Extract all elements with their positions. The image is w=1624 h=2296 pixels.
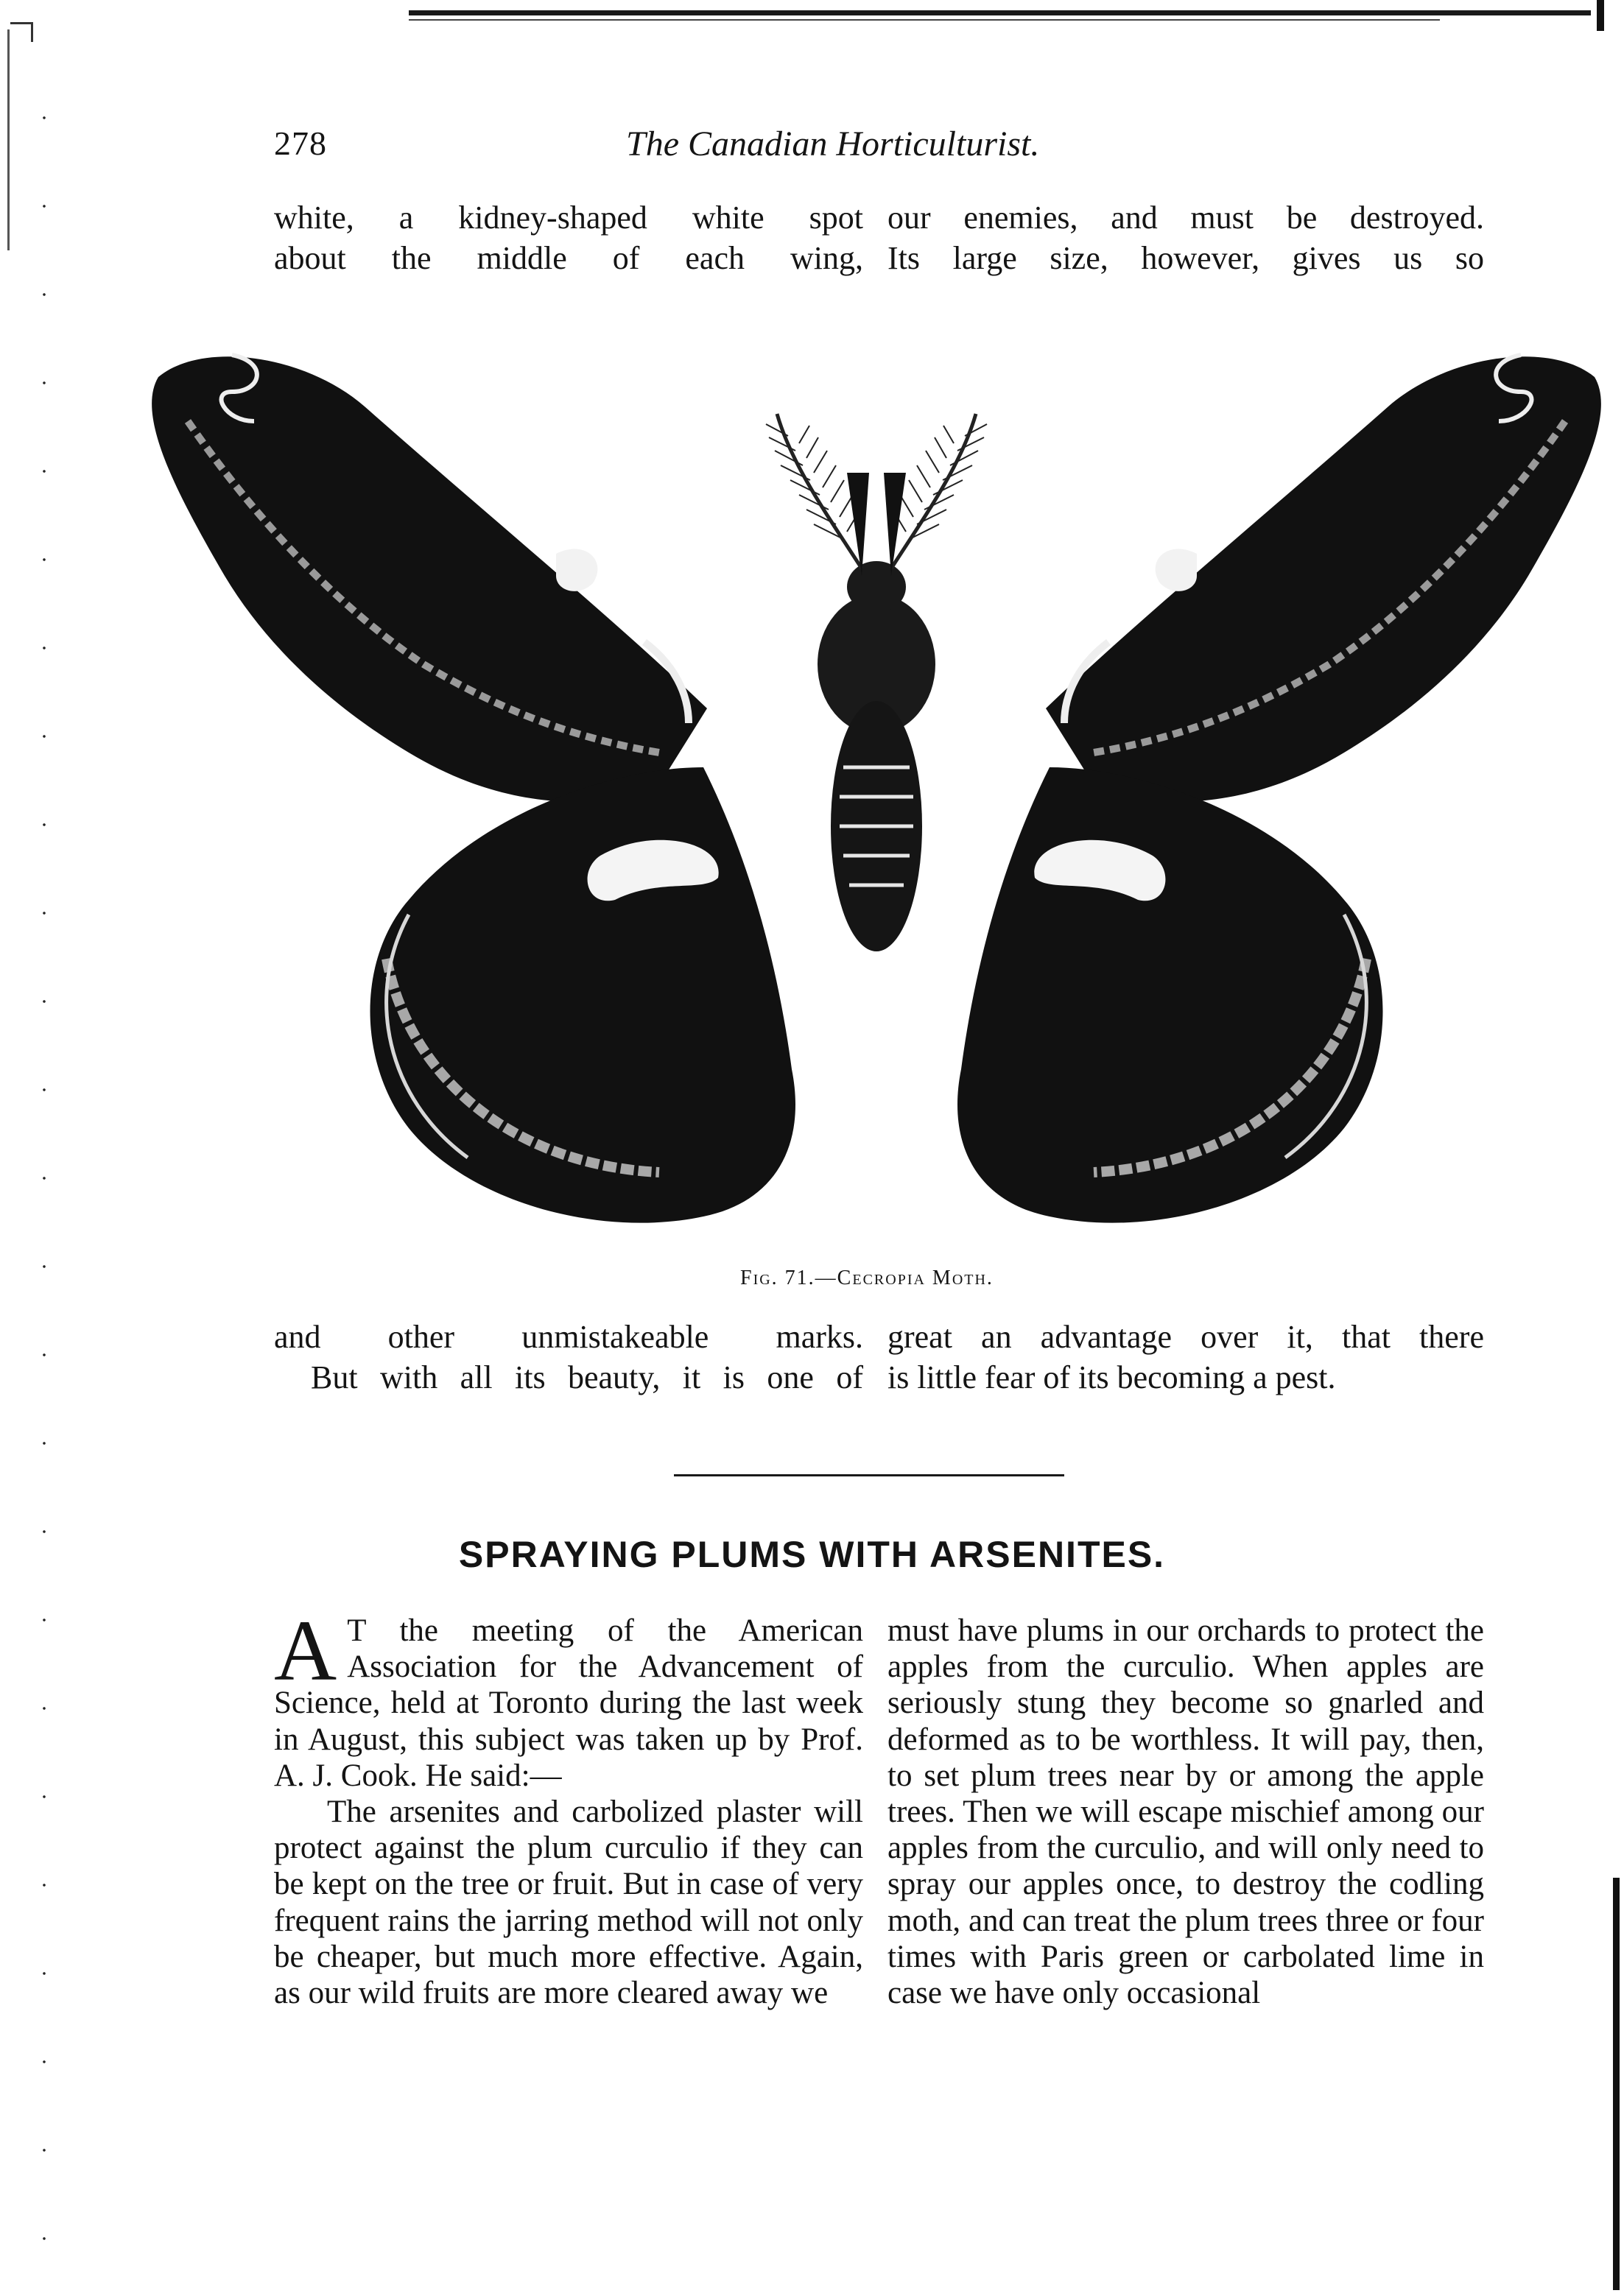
top-border-thin-rule (409, 19, 1440, 21)
article-right-column (887, 1613, 1484, 2011)
after-figure-left-column (274, 1317, 863, 1398)
article-heading: SPRAYING PLUMS WITH ARSENITES. (458, 1534, 1166, 1575)
figure-caption: Fig. 71.—Cecropia Moth. (740, 1267, 994, 1289)
binding-edge (7, 29, 13, 250)
text-line: great an advantage over it, that there (887, 1319, 1484, 1355)
paragraph-text: T the meeting of the American Association for the Advancement of Science, held at Toronto during the last week in August, this subject was taken up by Prof. A. J. Cook. He said:— (274, 1613, 863, 1793)
left-antenna (766, 414, 862, 568)
article-left-column (274, 1602, 863, 2011)
moth-head (847, 561, 906, 613)
drop-cap: A (274, 1602, 337, 1699)
binding-bracket (10, 22, 33, 42)
after-figure-right-column (887, 1317, 1484, 1398)
left-forewing-spot (556, 549, 597, 591)
top-border-rule (409, 10, 1591, 15)
text-line: about the middle of each wing, (274, 240, 863, 276)
left-hindwing (370, 767, 796, 1223)
article-paragraph: The arsenites and carbolized plaster will protect against the plum curculio if they can be kept on the tree or fruit. But in case of very frequent rains the jarring method will not only be cheaper, but much more effective. Again, as our wild fruits are more cleared away we (274, 1795, 863, 2011)
running-title: The Canadian Horticulturist. (626, 124, 1040, 163)
right-hindwing (957, 767, 1383, 1223)
text-line: is little fear of its becoming a pest. (887, 1359, 1336, 1395)
binding-dots (29, 74, 59, 2283)
section-divider (674, 1474, 1064, 1476)
text-line: But with all its beauty, it is one of (311, 1359, 863, 1395)
text-line: our enemies, and must be destroyed. (887, 200, 1484, 236)
text-line: and other unmistakeable marks. (274, 1319, 863, 1355)
text-line: Its large size, however, gives us so (887, 240, 1484, 276)
page-number: 278 (274, 124, 327, 162)
cecropia-moth-illustration (144, 296, 1609, 1268)
right-forewing (1046, 356, 1601, 802)
intro-right-column (887, 197, 1484, 278)
left-forewing (152, 356, 707, 802)
right-forewing-spot (1156, 549, 1197, 591)
intro-left-column (274, 197, 863, 278)
article-paragraph (274, 1602, 863, 1794)
scan-edge-mark (1597, 0, 1604, 31)
article-paragraph: must have plums in our orchards to protect the apples from the curculio. When apples are seriously stung they become so gnarled and deformed as to be worthless. It will pay, then, to set plum trees near by or among the apple trees. Then we will escape mischief among our apples from the curculio, and will only need to spray our apples once, to destroy the codling moth, and can treat the plum trees three or four times with Paris green or carbolated lime in case we have only occasional (887, 1613, 1484, 2011)
scan-edge-mark (1613, 1878, 1620, 2290)
right-antenna (891, 414, 987, 568)
text-line: white, a kidney-shaped white spot (274, 200, 863, 236)
